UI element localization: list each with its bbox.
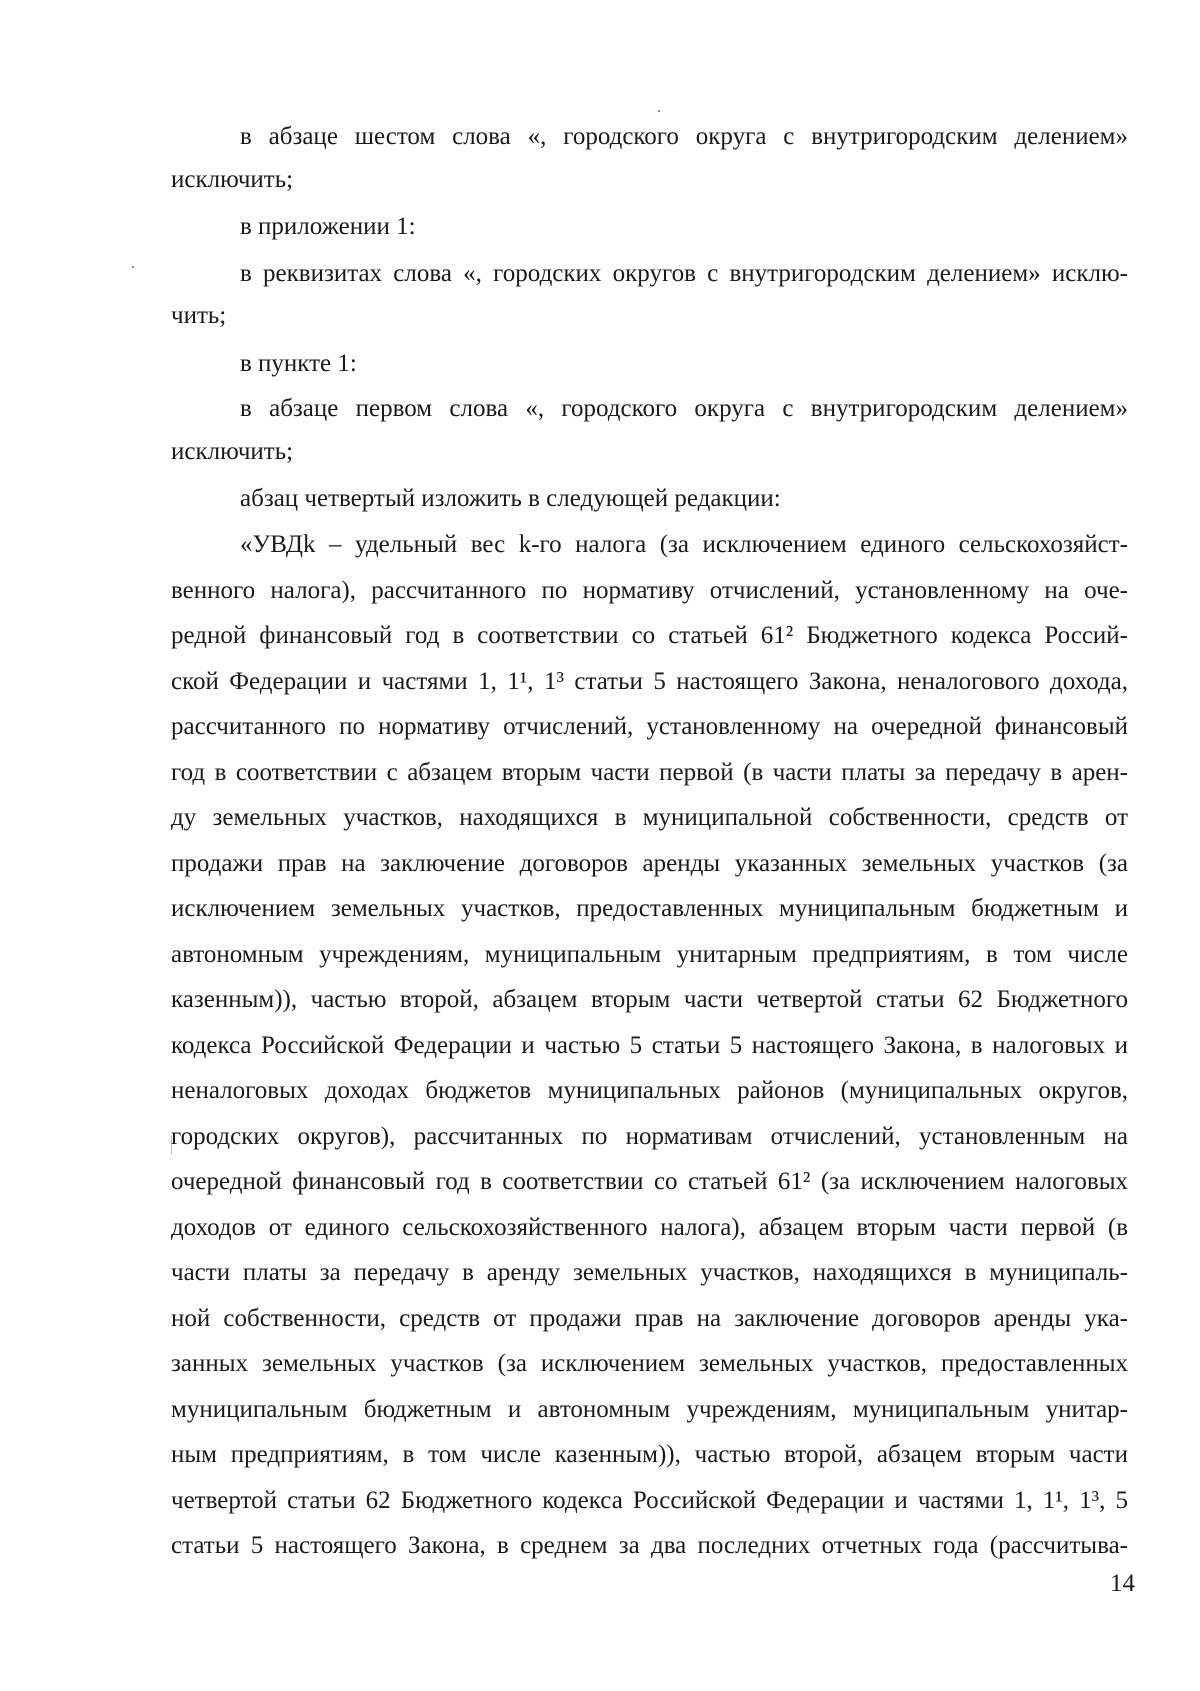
paragraph-line: в приложении 1: bbox=[240, 213, 416, 240]
paragraph-line: исключить; bbox=[171, 166, 294, 193]
paragraph-line: исключить; bbox=[171, 438, 294, 465]
paragraph-line: очередной финансовый год в соответствии со статьей 61² (за исключением налоговых bbox=[171, 1168, 1128, 1195]
page-number: 14 bbox=[1110, 1570, 1135, 1597]
paragraph-line: венного налога), рассчитанного по нормативу отчислений, установленному на оче- bbox=[171, 577, 1128, 604]
paragraph-line: в реквизитах слова «, городских округов с внутригородским делением» исклю- bbox=[240, 260, 1128, 287]
paragraph-line: редной финансовый год в соответствии со статьей 61² Бюджетного кодекса Россий- bbox=[171, 622, 1128, 649]
paragraph-line: исключением земельных участков, предоставленных муниципальным бюджетным и bbox=[171, 895, 1128, 922]
paragraph-line: ду земельных участков, находящихся в муниципальной собственности, средств от bbox=[171, 804, 1128, 831]
paragraph-line: ным предприятиям, в том числе казенным)), частью второй, абзацем вторым части bbox=[171, 1441, 1128, 1468]
paragraph-line: абзац четвертый изложить в следующей редакции: bbox=[240, 485, 781, 512]
paragraph-line: ной собственности, средств от продажи прав на заключение договоров аренды ука- bbox=[171, 1305, 1128, 1332]
paragraph-line: казенным)), частью второй, абзацем вторым части четвертой статьи 62 Бюджетного bbox=[171, 986, 1128, 1013]
paragraph-line: городских округов), рассчитанных по нормативам отчислений, установленным на bbox=[171, 1123, 1128, 1150]
paragraph-line: четвертой статьи 62 Бюджетного кодекса Российской Федерации и частями 1, 1¹, 1³, 5 bbox=[171, 1487, 1128, 1514]
paragraph-line: автономным учреждениям, муниципальным унитарным предприятиям, в том числе bbox=[171, 941, 1128, 968]
paragraph-line: рассчитанного по нормативу отчислений, установленному на очередной финансовый bbox=[171, 713, 1128, 740]
paragraph-line: в пункте 1: bbox=[240, 350, 357, 377]
paragraph-line: «УВДk – удельный вес k-го налога (за исключением единого сельскохозяйст- bbox=[240, 531, 1128, 558]
paragraph-line: в абзаце шестом слова «, городского округа с внутригородским делением» bbox=[240, 123, 1128, 150]
paragraph-line: статьи 5 настоящего Закона, в среднем за два последних отчетных года (рассчитыва- bbox=[171, 1532, 1128, 1559]
paragraph-line: год в соответствии с абзацем вторым части первой (в части платы за передачу в арен- bbox=[171, 759, 1128, 786]
paragraph-line: чить; bbox=[171, 302, 227, 329]
paragraph-line: доходов от единого сельскохозяйственного налога), абзацем вторым части первой (в bbox=[171, 1214, 1128, 1241]
paragraph-line: занных земельных участков (за исключением земельных участков, предоставленных bbox=[171, 1350, 1128, 1377]
paragraph-line: в абзаце первом слова «, городского округа с внутригородским делением» bbox=[240, 395, 1128, 422]
paragraph-line: части платы за передачу в аренду земельных участков, находящихся в муниципаль- bbox=[171, 1259, 1128, 1286]
paragraph-line: кодекса Российской Федерации и частью 5 статьи 5 настоящего Закона, в налоговых и bbox=[171, 1032, 1128, 1059]
scan-speck bbox=[658, 110, 660, 112]
paragraph-line: муниципальным бюджетным и автономным учреждениям, муниципальным унитар- bbox=[171, 1396, 1128, 1423]
paragraph-line: продажи прав на заключение договоров аренды указанных земельных участков (за bbox=[171, 850, 1128, 877]
scan-speck bbox=[132, 266, 134, 268]
paragraph-line: ской Федерации и частями 1, 1¹, 1³ статьи 5 настоящего Закона, неналогового дохода, bbox=[171, 668, 1128, 695]
paragraph-line: неналоговых доходах бюджетов муниципальных районов (муниципальных округов, bbox=[171, 1077, 1128, 1104]
